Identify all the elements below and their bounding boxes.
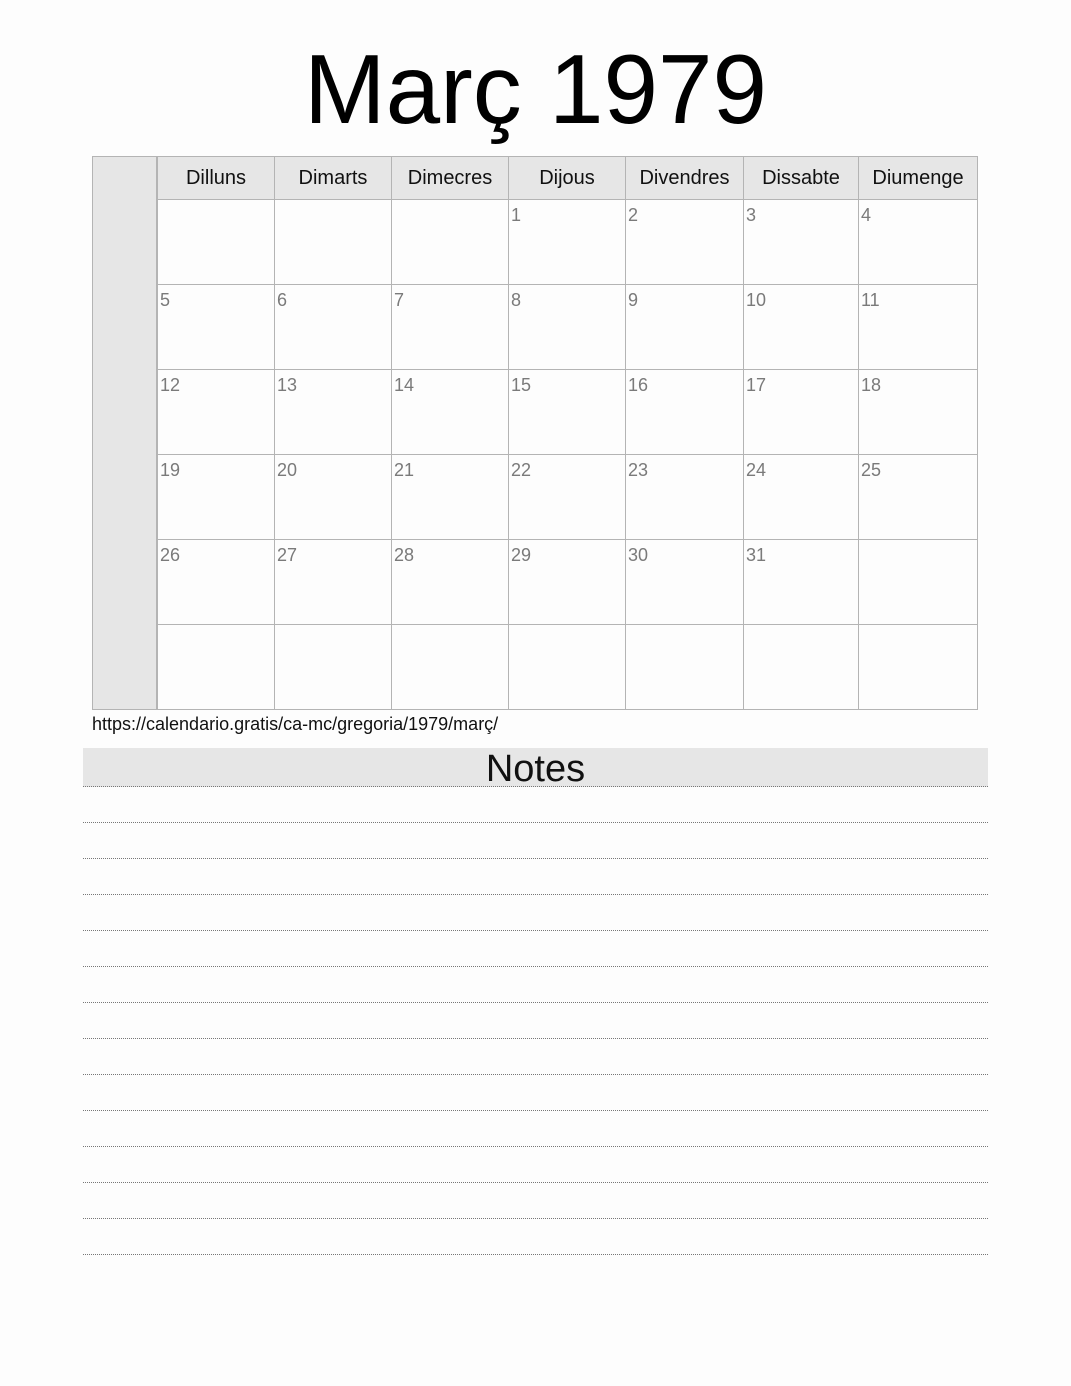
day-number	[509, 625, 625, 629]
day-number: 19	[160, 460, 181, 480]
day-number: 22	[511, 460, 532, 480]
day-number: 16	[628, 375, 649, 395]
day-number	[275, 625, 391, 629]
week-row	[158, 370, 978, 455]
note-line	[83, 967, 988, 1003]
day-cell	[744, 370, 859, 455]
note-line	[83, 895, 988, 931]
day-number: 9	[628, 290, 639, 310]
day-number: 23	[628, 460, 649, 480]
day-cell	[275, 200, 392, 285]
day-cell	[626, 625, 744, 710]
note-line	[83, 823, 988, 859]
day-number: 10	[746, 290, 767, 310]
day-cell	[275, 625, 392, 710]
day-cell	[744, 540, 859, 625]
day-number	[392, 625, 508, 629]
day-cell	[509, 455, 626, 540]
weekday-header: Dimarts	[275, 157, 392, 200]
day-number: 31	[746, 545, 767, 565]
source-url: https://calendario.gratis/ca-mc/gregoria/1979/març/	[92, 714, 499, 734]
day-cell	[158, 625, 275, 710]
day-cell	[626, 370, 744, 455]
day-number: 21	[394, 460, 415, 480]
weekday-header: Diumenge	[859, 157, 978, 200]
week-number-column	[92, 156, 157, 710]
day-number: 25	[861, 460, 882, 480]
day-cell	[626, 455, 744, 540]
day-cell	[392, 455, 509, 540]
weekday-header: Dimecres	[392, 157, 509, 200]
day-cell	[158, 455, 275, 540]
day-number	[158, 200, 274, 204]
week-row	[158, 200, 978, 285]
weekday-header: Dilluns	[158, 157, 275, 200]
day-cell	[859, 540, 978, 625]
day-cell	[158, 285, 275, 370]
day-number: 8	[511, 290, 522, 310]
day-number: 7	[394, 290, 405, 310]
day-cell	[275, 285, 392, 370]
week-row	[158, 285, 978, 370]
day-number: 28	[394, 545, 415, 565]
day-cell	[509, 540, 626, 625]
day-number: 15	[511, 375, 532, 395]
day-number: 26	[160, 545, 181, 565]
note-line	[83, 1183, 988, 1219]
month-calendar	[92, 156, 977, 710]
day-cell	[392, 200, 509, 285]
day-cell	[275, 540, 392, 625]
day-cell	[509, 370, 626, 455]
weekday-header: Dissabte	[744, 157, 859, 200]
day-cell	[158, 540, 275, 625]
notes-title: Notes	[83, 748, 988, 787]
day-cell	[859, 455, 978, 540]
day-cell	[509, 200, 626, 285]
note-line	[83, 859, 988, 895]
note-line	[83, 1003, 988, 1039]
note-line	[83, 1039, 988, 1075]
day-number	[275, 200, 391, 204]
day-cell	[275, 455, 392, 540]
note-line	[83, 1147, 988, 1183]
notes-lines	[83, 787, 988, 1255]
day-number: 5	[160, 290, 171, 310]
day-number	[626, 625, 743, 629]
day-number: 11	[861, 290, 880, 310]
day-number	[158, 625, 274, 629]
day-number	[392, 200, 508, 204]
day-number: 14	[394, 375, 415, 395]
day-number: 4	[861, 205, 872, 225]
day-number: 29	[511, 545, 532, 565]
day-cell	[744, 625, 859, 710]
day-cell	[859, 625, 978, 710]
note-line	[83, 1111, 988, 1147]
day-number: 20	[277, 460, 298, 480]
day-number: 27	[277, 545, 298, 565]
page-title: Març 1979	[303, 34, 767, 144]
note-line	[83, 1219, 988, 1255]
day-cell	[744, 285, 859, 370]
day-number: 6	[277, 290, 288, 310]
day-cell	[158, 200, 275, 285]
day-number: 12	[160, 375, 181, 395]
note-line	[83, 1075, 988, 1111]
day-cell	[275, 370, 392, 455]
day-number	[744, 625, 858, 629]
weekday-header: Dijous	[509, 157, 626, 200]
day-cell	[392, 540, 509, 625]
note-line	[83, 787, 988, 823]
day-number: 2	[628, 205, 639, 225]
day-number: 17	[746, 375, 767, 395]
day-number: 24	[746, 460, 767, 480]
day-cell	[392, 285, 509, 370]
day-cell	[158, 370, 275, 455]
day-number	[859, 540, 977, 544]
day-cell	[392, 625, 509, 710]
day-number: 1	[511, 205, 522, 225]
weekday-header-row	[158, 157, 978, 200]
week-row	[158, 625, 978, 710]
day-cell	[626, 540, 744, 625]
day-number: 3	[746, 205, 757, 225]
week-row	[158, 455, 978, 540]
day-number: 30	[628, 545, 649, 565]
day-cell	[626, 200, 744, 285]
day-cell	[392, 370, 509, 455]
week-row	[158, 540, 978, 625]
day-cell	[859, 200, 978, 285]
day-number	[859, 625, 977, 629]
note-line	[83, 931, 988, 967]
day-cell	[744, 455, 859, 540]
day-cell	[509, 285, 626, 370]
day-cell	[859, 285, 978, 370]
day-cell	[859, 370, 978, 455]
day-number: 13	[277, 375, 298, 395]
calendar-grid	[157, 156, 978, 710]
weekday-header: Divendres	[626, 157, 744, 200]
day-cell	[626, 285, 744, 370]
day-cell	[744, 200, 859, 285]
day-cell	[509, 625, 626, 710]
day-number: 18	[861, 375, 882, 395]
